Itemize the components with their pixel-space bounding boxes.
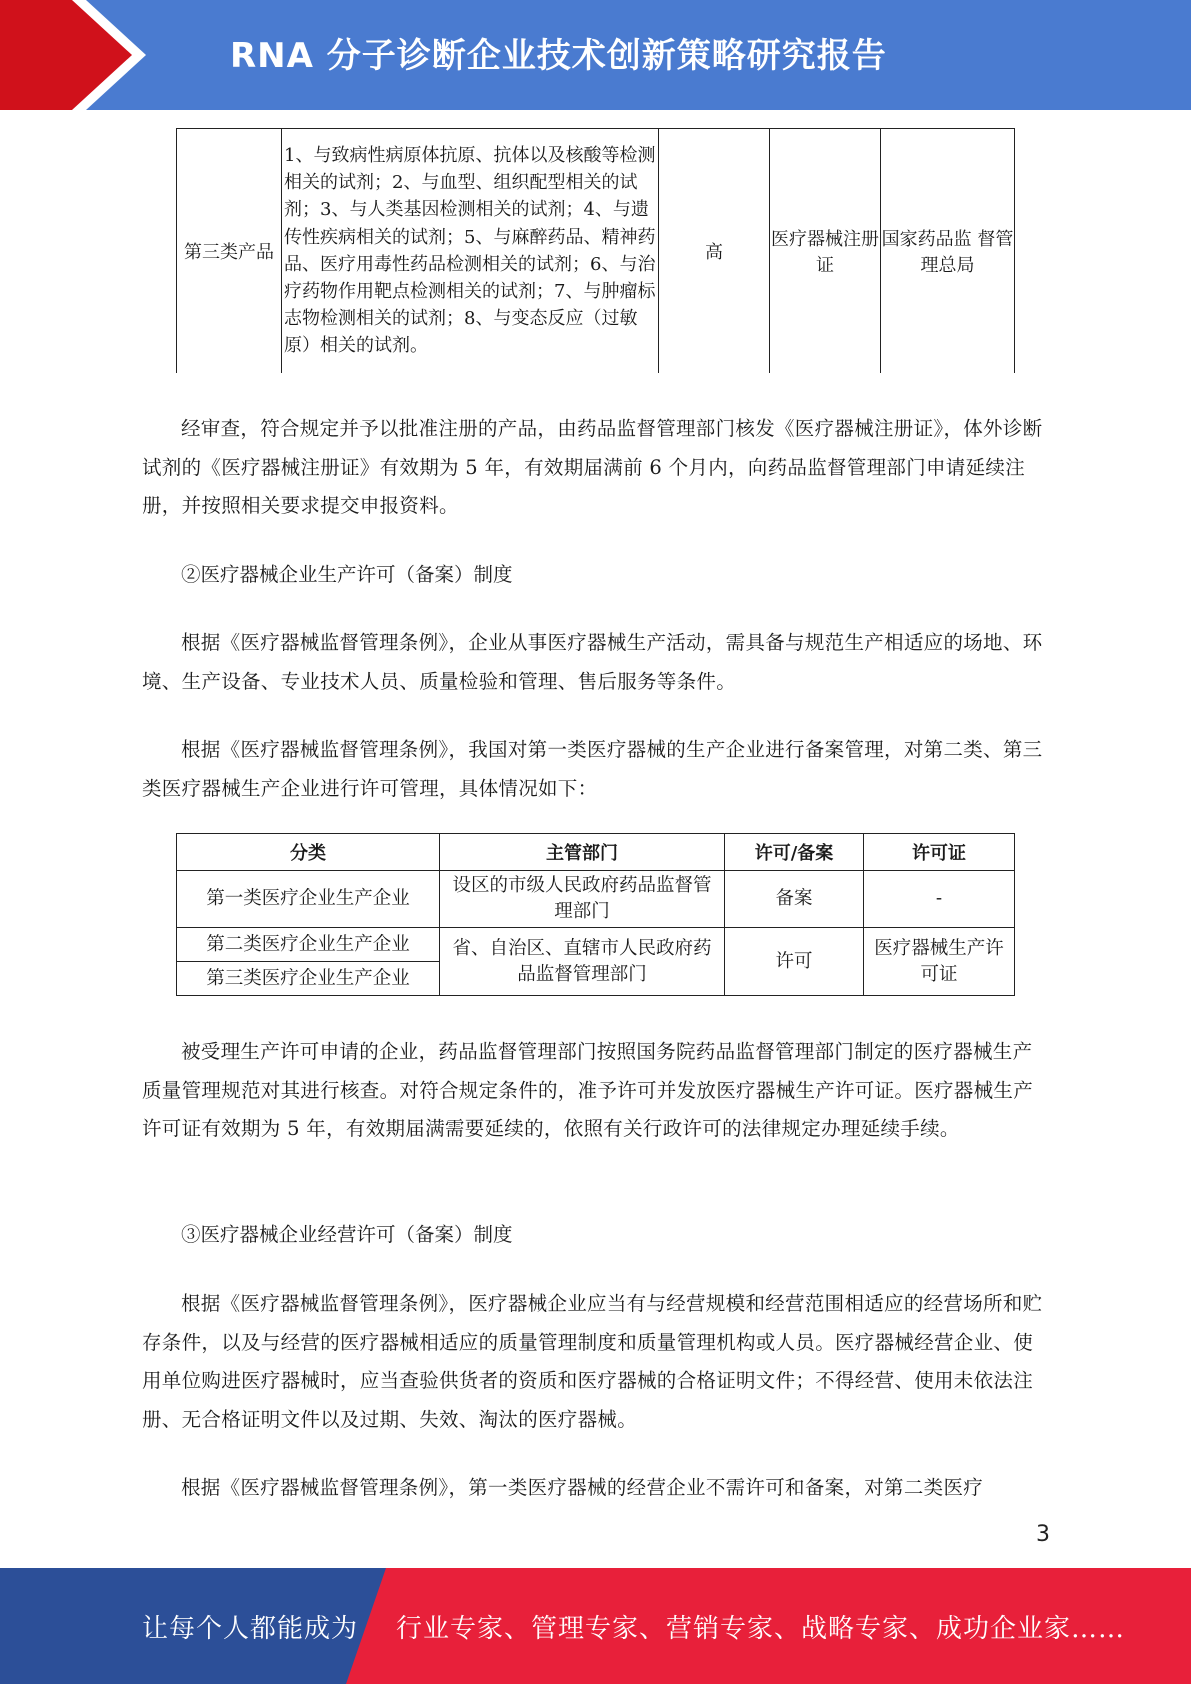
category-cell: 第一类医疗企业生产企业 bbox=[177, 871, 440, 928]
paragraph: 根据《医疗器械监督管理条例》，我国对第一类医疗器械的生产企业进行备案管理，对第二类、第三类医疗器械生产企业进行许可管理，具体情况如下： bbox=[142, 738, 1043, 800]
paragraph: 经审查，符合规定并予以批准注册的产品，由药品监督管理部门核发《医疗器械注册证》，体外诊断试剂的《医疗器械注册证》有效期为 5 年，有效期届满前 6 个月内，向药品监督管理部门申请延续注册，并按照相关要求提交申报资料。 bbox=[142, 417, 1043, 517]
paragraph: 根据《医疗器械监督管理条例》，医疗器械企业应当有与经营规模和经营范围相适应的经营场所和贮存条件，以及与经营的医疗器械相适应的质量管理制度和质量管理机构或人员。医疗器械经营企业、使用单位购进医疗器械时，应当查验供货者的资质和医疗器械的合格证明文件；不得经营、使用未依法注册、无合格证明文件以及过期、失效、淘汰的医疗器械。 bbox=[142, 1292, 1043, 1431]
subheading: ②医疗器械企业生产许可（备案）制度 bbox=[181, 563, 513, 586]
column-header: 主管部门 bbox=[440, 834, 725, 871]
footer-slogan-left: 让每个人都能成为 bbox=[142, 1614, 359, 1644]
body-section-2 bbox=[142, 624, 1047, 701]
authority-cell: 国家药品监 督管理总局 bbox=[881, 129, 1015, 373]
department-cell: 设区的市级人民政府药品监督管理部门 bbox=[440, 871, 725, 928]
category-cell: 第三类产品 bbox=[177, 129, 282, 373]
subheading: ③医疗器械企业经营许可（备案）制度 bbox=[181, 1223, 513, 1246]
category-cell: 第三类医疗企业生产企业 bbox=[177, 962, 440, 996]
reagent-class-table bbox=[176, 128, 1015, 373]
column-header: 许可/备案 bbox=[725, 834, 864, 871]
page-number: 3 bbox=[1036, 1522, 1050, 1547]
table-row bbox=[177, 871, 1015, 928]
table-header-row bbox=[177, 834, 1015, 871]
page-header bbox=[0, 0, 1191, 110]
license-cell: 医疗器械生产许可证 bbox=[864, 928, 1015, 996]
production-license-table bbox=[176, 833, 1015, 996]
body-section-3 bbox=[142, 731, 1047, 808]
body-section-4 bbox=[142, 1033, 1047, 1149]
paragraph: 被受理生产许可申请的企业，药品监督管理部门按照国务院药品监督管理部门制定的医疗器械生产质量管理规范对其进行核查。对符合规定条件的，准予许可并发放医疗器械生产许可证。医疗器械生产许可证有效期为 5 年，有效期届满需要延续的，依照有关行政许可的法律规定办理延续手续。 bbox=[142, 1040, 1034, 1140]
body-section-1 bbox=[142, 410, 1047, 526]
risk-cell: 高 bbox=[659, 129, 770, 373]
paragraph: 根据《医疗器械监督管理条例》，企业从事医疗器械生产活动，需具备与规范生产相适应的场地、环境、生产设备、专业技术人员、质量检验和管理、售后服务等条件。 bbox=[142, 631, 1043, 693]
paragraph: 根据《医疗器械监督管理条例》，第一类医疗器械的经营企业不需许可和备案，对第二类医疗 bbox=[181, 1476, 984, 1499]
column-header: 许可证 bbox=[864, 834, 1015, 871]
header-arrow-decoration bbox=[0, 0, 150, 110]
type-cell: 备案 bbox=[725, 871, 864, 928]
department-cell: 省、自治区、直辖市人民政府药品监督管理部门 bbox=[440, 928, 725, 996]
license-cell: - bbox=[864, 871, 1015, 928]
column-header: 分类 bbox=[177, 834, 440, 871]
section-heading-2 bbox=[142, 556, 1047, 594]
description-cell: 1、与致病性病原体抗原、抗体以及核酸等检测相关的试剂；2、与血型、组织配型相关的试剂；3、与人类基因检测相关的试剂；4、与遗传性疾病相关的试剂；5、与麻醉药品、精神药品、医疗用毒性药品检测相关的试剂；6、与治疗药物作用靶点检测相关的试剂；7、与肿瘤标志物检测相关的试剂；8、与变态反应（过敏原）相关的试剂。 bbox=[282, 129, 659, 373]
footer-slogan-right: 行业专家、管理专家、营销专家、战略专家、成功企业家…… bbox=[396, 1614, 1126, 1644]
table-row bbox=[177, 928, 1015, 962]
category-cell: 第二类医疗企业生产企业 bbox=[177, 928, 440, 962]
section-heading-3 bbox=[142, 1216, 1047, 1254]
report-title: RNA 分子诊断企业技术创新策略研究报告 bbox=[230, 36, 887, 76]
body-section-5 bbox=[142, 1285, 1047, 1439]
table-row bbox=[177, 129, 1015, 373]
management-cell: 医疗器械注册证 bbox=[770, 129, 881, 373]
page-footer bbox=[0, 1568, 1191, 1684]
body-section-6 bbox=[142, 1469, 1047, 1508]
type-cell: 许可 bbox=[725, 928, 864, 996]
